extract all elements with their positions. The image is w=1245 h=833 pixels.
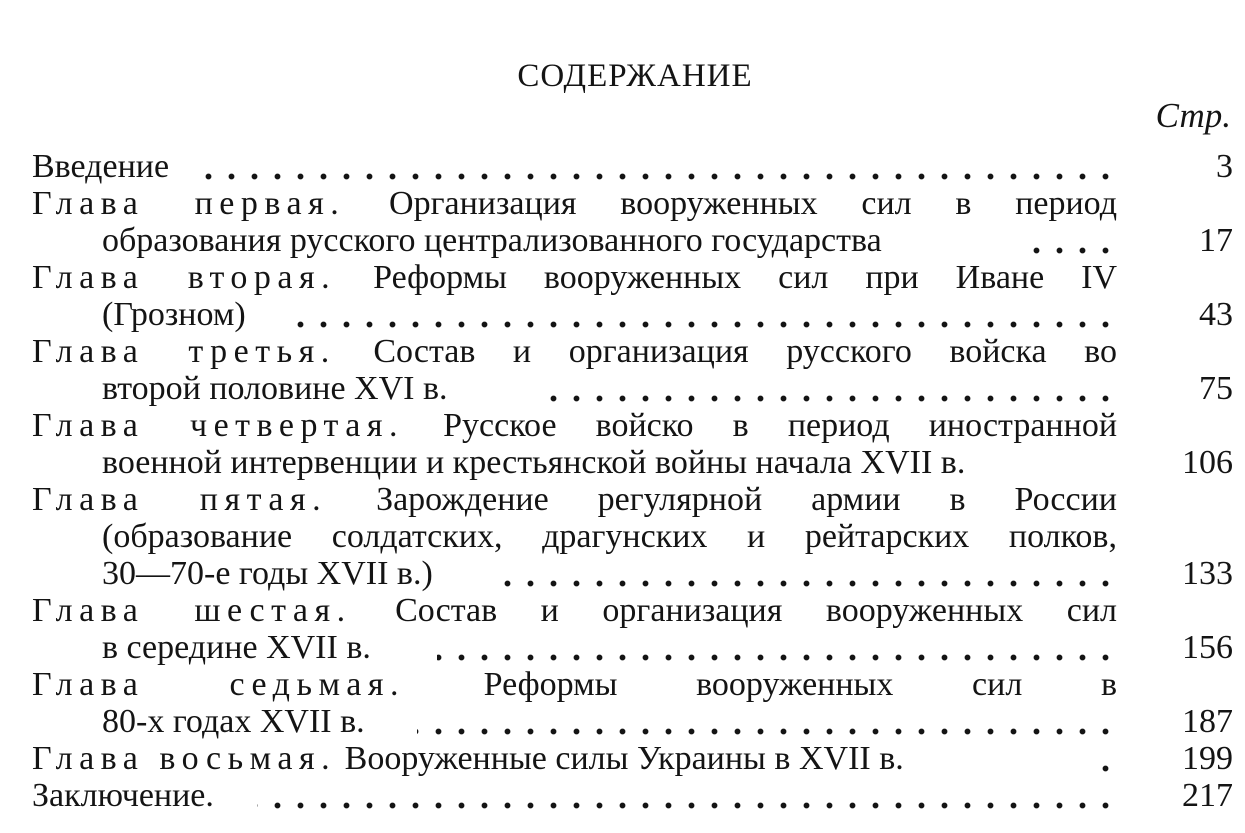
dot-leader (1093, 740, 1117, 777)
toc-entry-line (32, 740, 1117, 777)
toc-entry-line (32, 592, 1117, 629)
dot-leader (537, 370, 1117, 407)
toc-page-number: 106 (1182, 444, 1233, 481)
toc-entry-chapter-1 (32, 185, 1237, 222)
toc-entry-chapter-2-cont (32, 296, 1237, 333)
chapter-title-continued: образования русского централизованного государства (102, 222, 882, 259)
chapter-title: Реформы вооруженных сил в (483, 666, 1117, 703)
chapter-title: Зарождение регулярной армии в России (376, 481, 1117, 518)
dot-leader (257, 777, 1117, 814)
page-title: СОДЕРЖАНИЕ (517, 58, 753, 94)
toc-entry-chapter-3 (32, 333, 1237, 370)
toc-entry-chapter-2 (32, 259, 1237, 296)
toc-entry-line (32, 407, 1117, 444)
chapter-title-continued: в середине XVII в. (102, 629, 371, 666)
toc-entry-chapter-3-cont (32, 370, 1237, 407)
dot-leader (417, 703, 1117, 740)
toc-page-number: 43 (1199, 296, 1233, 333)
toc-entry-line (32, 259, 1117, 296)
toc-entry-line (32, 666, 1117, 703)
dot-leader (497, 555, 1117, 592)
toc-page-number: 187 (1182, 703, 1233, 740)
toc-entry-introduction (32, 148, 1237, 185)
toc-page-number: 199 (1182, 740, 1233, 777)
toc-entry-chapter-5-cont2 (32, 555, 1237, 592)
toc-page-number: 217 (1182, 777, 1233, 814)
toc-page-number: 75 (1199, 370, 1233, 407)
toc-entry-label: Введение (32, 148, 170, 185)
chapter-prefix: Глава первая. (32, 185, 346, 222)
chapter-title-continued: 80-х годах XVII в. (102, 703, 365, 740)
chapter-title-continued: военной интервенции и крестьянской войны начала XVII в. (102, 444, 966, 481)
toc-entry-chapter-5 (32, 481, 1237, 518)
toc-entry-chapter-8 (32, 740, 1237, 777)
toc-page-number: 133 (1182, 555, 1233, 592)
chapter-prefix: Глава седьмая. (32, 666, 405, 703)
chapter-title-continued: второй половине XVI в. (102, 370, 448, 407)
chapter-title-continued: (образование солдатских, драгунских и рейтарских полков, (102, 518, 1117, 555)
dot-leader (1027, 222, 1117, 259)
toc-entry-chapter-1-cont (32, 222, 1237, 259)
toc-entry-conclusion (32, 777, 1237, 814)
chapter-title: Состав и организация русского войска во (373, 333, 1117, 370)
toc-entry-chapter-5-cont (32, 518, 1237, 555)
toc-entry-chapter-7-cont (32, 703, 1237, 740)
chapter-title: Организация вооруженных сил в период (389, 185, 1117, 222)
toc-entry-chapter-4 (32, 407, 1237, 444)
toc-entry-chapter-6 (32, 592, 1237, 629)
dot-leader (437, 629, 1117, 666)
toc-entry-line (32, 185, 1117, 222)
page-column-label: Стр. (1155, 96, 1231, 135)
chapter-prefix: Глава третья. (32, 333, 336, 370)
chapter-prefix: Глава шестая. (32, 592, 352, 629)
chapter-title: Русское войско в период иностранной (443, 407, 1118, 444)
chapter-prefix: Глава вторая. (32, 259, 337, 296)
chapter-title: Реформы вооруженных сил при Иване IV (373, 259, 1118, 296)
table-of-contents (32, 148, 1237, 814)
toc-entry-label: Заключение. (32, 777, 214, 814)
toc-page-number: 3 (1216, 148, 1233, 185)
dot-leader (197, 148, 1117, 185)
dot-leader (297, 296, 1117, 333)
chapter-prefix: Глава пятая. (32, 481, 328, 518)
toc-page-number: 17 (1199, 222, 1233, 259)
toc-entry-chapter-7 (32, 666, 1237, 703)
toc-entry-chapter-4-cont (32, 444, 1237, 481)
chapter-prefix: Глава четвертая. (32, 407, 405, 444)
toc-entry-chapter-6-cont (32, 629, 1237, 666)
chapter-title: Состав и организация вооруженных сил (395, 592, 1117, 629)
chapter-prefix: Глава восьмая. (32, 740, 337, 777)
toc-entry-line (32, 333, 1117, 370)
chapter-title: Вооруженные силы Украины в XVII в. (344, 740, 904, 777)
chapter-title-continued: (Грозном) (102, 296, 246, 333)
toc-page-number: 156 (1182, 629, 1233, 666)
chapter-title-continued: 30—70-е годы XVII в.) (102, 555, 433, 592)
toc-entry-line (32, 481, 1117, 518)
